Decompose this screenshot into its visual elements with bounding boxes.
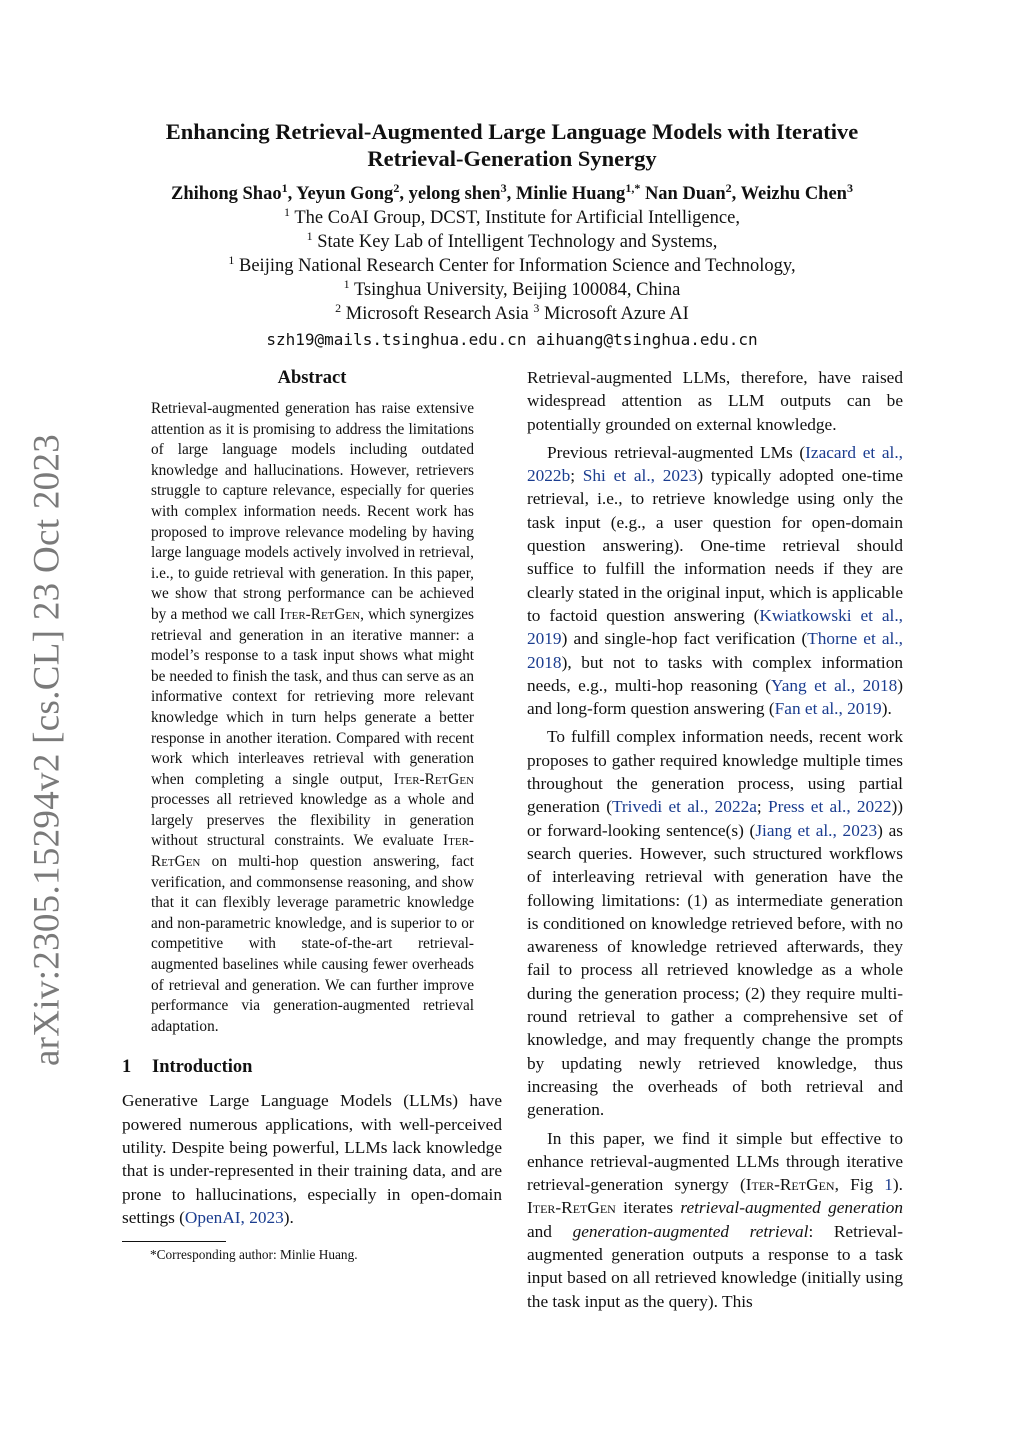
affiliation	[110, 230, 914, 254]
author: Nan Duan	[644, 184, 726, 204]
author-sup: 3	[500, 180, 507, 195]
affil-sup: 2	[335, 300, 342, 315]
author-sup: 1	[281, 180, 288, 195]
affil-text: Beijing National Research Center for Information Science and Technology,	[234, 256, 796, 276]
left-column	[122, 366, 502, 1264]
author: Minlie Huang	[515, 184, 626, 204]
section-title: Introduction	[152, 1057, 253, 1078]
arxiv-id-text: arXiv:2305.15294v2 [cs.CL] 23 Oct 2023	[26, 433, 68, 1067]
author-list	[110, 182, 914, 206]
citation-link[interactable]: Yang et al., 2018	[770, 675, 898, 695]
author: yelong shen	[408, 184, 501, 204]
citation-link[interactable]: Fan et al., 2019	[774, 699, 882, 719]
citation-link[interactable]: Thorne et al., 2018	[527, 629, 904, 672]
arxiv-identifier	[12, 420, 82, 1080]
affil-sup: 3	[533, 300, 540, 315]
method-name: Iter-RetGen	[393, 770, 474, 788]
citation-link[interactable]: Jiang et al., 2023	[755, 820, 878, 840]
author-sep: ,	[287, 184, 297, 204]
citation-link[interactable]: Shi et al., 2023	[582, 466, 698, 486]
affil-text: State Key Lab of Intelligent Technology and Systems,	[312, 232, 718, 252]
affil-sup: 1	[306, 228, 313, 243]
affiliation	[110, 254, 914, 278]
body-paragraph: Previous retrieval-augmented LMs (Izacard et al., 2022b; Shi et al., 2023) typically adopted one-time retrieval, i.e., to retrieve knowledge using only the task input (e.g., a user question for open-domain question answering). One-time retrieval should suffice to fulfill the information needs if they are clearly stated in the original input, which is applicable to factoid question answering (Kwiatkowski et al., 2019) and single-hop fact verification (Thorne et al., 2018), but not to tasks with complex information needs, e.g., multi-hop reasoning (Yang et al., 2018) and long-form question answering (Fan et al., 2019).	[527, 442, 904, 719]
citation-link[interactable]: OpenAI, 2023	[184, 1207, 284, 1227]
title-line-2: Retrieval-Generation Synergy	[367, 146, 657, 171]
section-number: 1	[122, 1057, 132, 1078]
affil-text: Tsinghua University, Beijing 100084, China	[349, 280, 681, 300]
affil-sup: 1	[228, 252, 235, 267]
intro-paragraph: Generative Large Language Models (LLMs) have powered numerous applications, with well-perceived utility. Despite being powerful, LLMs lack knowledge that is under-represented in their training data, and are prone to hallucinations, especially in open-domain settings (OpenAI, 2023).	[122, 1091, 502, 1227]
figure-link[interactable]: 1	[884, 1175, 893, 1195]
affil-text: Microsoft Research Asia	[341, 304, 534, 324]
citation-link[interactable]: Izacard et al., 2022b	[527, 442, 903, 486]
method-name: Iter-RetGen	[745, 1175, 835, 1195]
abstract-heading: Abstract	[277, 368, 347, 388]
method-name: Iter-RetGen	[279, 605, 361, 623]
author: Yeyun Gong	[296, 184, 394, 204]
affiliation	[110, 302, 914, 326]
author-sup: 1,*	[625, 180, 641, 195]
paper-header	[110, 118, 914, 352]
title-line-1: Enhancing Retrieval-Augmented Large Language Models with Iterative	[165, 119, 859, 144]
author-sep: ,	[399, 184, 409, 204]
affil-sup: 1	[343, 276, 350, 291]
author-sup: 2	[393, 180, 400, 195]
author-emails[interactable]: szh19@mails.tsinghua.edu.cn aihuang@tsinghua.edu.cn	[266, 330, 758, 349]
author-sep: ,	[506, 184, 516, 204]
emphasis: generation-augmented retrieval	[572, 1221, 809, 1241]
paper-title	[110, 118, 914, 172]
affiliation	[110, 206, 914, 230]
author-sup: 3	[846, 180, 853, 195]
affil-text: Microsoft Azure AI	[539, 304, 689, 324]
emphasis: retrieval-augmented generation	[680, 1198, 903, 1218]
right-column	[527, 366, 903, 1313]
citation-link[interactable]: Trivedi et al., 2022a	[611, 797, 757, 817]
section-heading-introduction	[122, 1055, 502, 1079]
author-sup: 2	[725, 180, 732, 195]
citation-link[interactable]: Kwiatkowski et al., 2019	[527, 605, 903, 649]
method-name: Iter-RetGen	[527, 1198, 616, 1218]
citation-link[interactable]: Press et al., 2022	[768, 797, 892, 817]
body-paragraph: Retrieval-augmented LLMs, therefore, have raised widespread attention as LLM outputs can be potentially grounded on external knowledge.	[527, 368, 903, 434]
body-paragraph: To fulfill complex information needs, recent work proposes to gather required knowledge multiple times throughout the generation process, using partial generation (Trivedi et al., 2022a; Press et al., 2022)) or forward-looking sentence(s) (Jiang et al., 2023) as search queries. However, such structured workflows of interleaving retrieval with generation have the following limitations: (1) as intermediate generation is conditioned on knowledge retrieved before, with no awareness of knowledge retrieved afterwards, they fail to process all retrieved knowledge as a whole during the generation process; (2) they require multi-round retrieval to gather a comprehensive set of knowledge, and may frequently change the prompts by updating newly retrieved knowledge, thus increasing the overheads of both retrieval and generation.	[527, 727, 903, 1120]
affiliation	[110, 278, 914, 302]
affil-text: The CoAI Group, DCST, Institute for Artificial Intelligence,	[290, 208, 740, 228]
footnote-divider	[122, 1241, 226, 1242]
author: Weizhu Chen	[740, 184, 847, 204]
abstract-text: Retrieval-augmented generation has raise extensive attention as it is promising to address the limitations of large language models including outdated knowledge and hallucinations. However, retrievers struggle to capture relevance, especially for queries with complex information needs. Recent work has proposed to improve relevance modeling by having large language models actively involved in retrieval, i.e., to guide retrieval with generation. In this paper, we show that strong performance can be achieved by a method we call Iter-RetGen, which synergizes retrieval and generation in an iterative manner: a model’s response to a task input shows what might be needed to finish the task, and thus can serve as an informative context for retrieving more relevant knowledge which in turn helps generate a better response in another iteration. Compared with recent work which interleaves retrieval with generation when completing a single output, Iter-RetGen processes all retrieved knowledge as a whole and largely preserves the flexibility in generation without structural constraints. We evaluate Iter-RetGen on multi-hop question answering, fact verification, and commonsense reasoning, and show that it can flexibly leverage parametric knowledge and non-parametric knowledge, and is superior to or competitive with state-of-the-art retrieval-augmented baselines while causing fewer overheads of retrieval and generation. We can further improve performance via generation-augmented retrieval adaptation.	[151, 400, 474, 1035]
footnote: *Corresponding author: Minlie Huang.	[150, 1247, 358, 1263]
affil-sup: 1	[284, 204, 291, 219]
author: Zhihong Shao	[171, 184, 282, 204]
author-sep: ,	[731, 184, 741, 204]
body-paragraph: In this paper, we find it simple but effective to enhance retrieval-augmented LLMs through iterative retrieval-generation synergy (Iter-RetGen, Fig 1). Iter-RetGen iterates retrieval-augmented generation and generation-augmented retrieval: Retrieval-augmented generation outputs a response to a task input based on all retrieved knowledge (initially using the task input as the query). This	[527, 1128, 903, 1311]
method-name: Iter-RetGen	[151, 832, 474, 871]
